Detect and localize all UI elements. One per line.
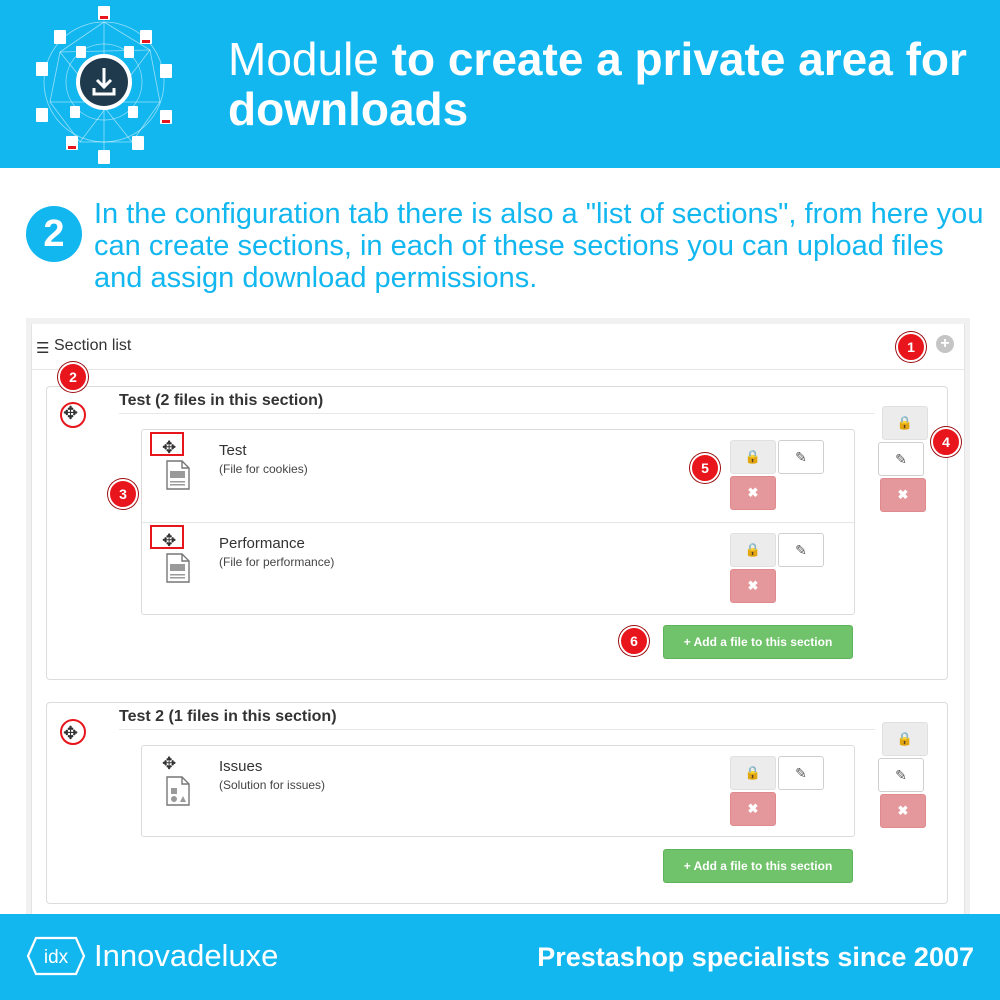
section-lock-button[interactable]: 🔒 bbox=[882, 406, 928, 440]
footer-banner bbox=[0, 914, 1000, 1000]
highlight-box bbox=[150, 525, 184, 549]
file-lock-button[interactable]: 🔒 bbox=[730, 533, 776, 567]
file-move-handle[interactable]: ✥ bbox=[162, 754, 177, 773]
add-file-label: Add a file to this section bbox=[693, 859, 833, 873]
plus-icon: + bbox=[683, 859, 691, 873]
annotation-marker-3: 3 bbox=[108, 479, 138, 509]
file-edit-button[interactable]: ✎ bbox=[778, 440, 824, 474]
header-title-bold: to create a private area for downloads bbox=[228, 33, 967, 135]
highlight-ring bbox=[60, 719, 86, 745]
file-lock-button[interactable]: 🔒 bbox=[730, 756, 776, 790]
files-list bbox=[141, 745, 855, 837]
innovadeluxe-logo-mark bbox=[26, 936, 86, 976]
file-row bbox=[142, 430, 854, 522]
footer-tagline: Prestashop specialists since 2007 bbox=[537, 942, 974, 972]
panel-body bbox=[31, 324, 965, 924]
panel-header bbox=[32, 324, 964, 370]
annotation-marker-5: 5 bbox=[690, 453, 720, 483]
highlight-box bbox=[150, 432, 184, 456]
section-title: Test 2 (1 files in this section) bbox=[119, 708, 337, 725]
header-banner bbox=[0, 0, 1000, 168]
section-lock-button[interactable]: 🔒 bbox=[882, 722, 928, 756]
file-name: Issues bbox=[219, 758, 263, 775]
file-name: Performance bbox=[219, 535, 305, 552]
section-delete-button[interactable]: ✖ bbox=[880, 478, 926, 512]
file-delete-button[interactable]: ✖ bbox=[730, 792, 776, 826]
annotation-marker-6: 6 bbox=[619, 626, 649, 656]
add-file-label: Add a file to this section bbox=[693, 635, 833, 649]
panel-title: Section list bbox=[54, 337, 132, 354]
file-delete-button[interactable]: ✖ bbox=[730, 569, 776, 603]
section-delete-button[interactable]: ✖ bbox=[880, 794, 926, 828]
header-title bbox=[228, 34, 988, 134]
file-lock-button[interactable]: 🔒 bbox=[730, 440, 776, 474]
files-list bbox=[141, 429, 855, 615]
section-edit-button[interactable]: ✎ bbox=[878, 758, 924, 792]
add-file-button[interactable] bbox=[663, 849, 853, 883]
annotation-marker-4: 4 bbox=[931, 427, 961, 457]
add-file-button[interactable] bbox=[663, 625, 853, 659]
annotation-marker-2: 2 bbox=[58, 362, 88, 392]
section-divider bbox=[119, 729, 875, 730]
section-divider bbox=[119, 413, 875, 414]
step-number-badge: 2 bbox=[26, 206, 82, 262]
document-icon bbox=[166, 460, 190, 490]
footer-brand: Innovadeluxe bbox=[94, 938, 279, 973]
file-description: (File for performance) bbox=[219, 555, 335, 569]
annotation-marker-1: 1 bbox=[896, 332, 926, 362]
step-description: In the configuration tab there is also a "list of sections", from here you can create sections, in each of these sections you can upload files and assign download permissions. bbox=[94, 198, 984, 294]
file-move-handle[interactable]: ✥ bbox=[162, 531, 177, 550]
list-icon: ☰ bbox=[36, 340, 50, 357]
plus-icon: + bbox=[683, 635, 691, 649]
file-edit-button[interactable]: ✎ bbox=[778, 756, 824, 790]
file-edit-button[interactable]: ✎ bbox=[778, 533, 824, 567]
add-section-plus-icon[interactable]: + bbox=[936, 335, 954, 353]
document-icon bbox=[166, 553, 190, 583]
section-title: Test (2 files in this section) bbox=[119, 392, 324, 409]
file-name: Test bbox=[219, 442, 247, 459]
section-edit-button[interactable]: ✎ bbox=[878, 442, 924, 476]
section-list-panel bbox=[26, 318, 970, 918]
file-row bbox=[142, 522, 854, 614]
download-network-logo bbox=[20, 2, 188, 168]
section-move-handle[interactable]: ✥ bbox=[63, 723, 79, 743]
logo-mark-text: idx bbox=[43, 947, 69, 968]
file-description: (Solution for issues) bbox=[219, 778, 326, 792]
file-delete-button[interactable]: ✖ bbox=[730, 476, 776, 510]
section-card-test-2 bbox=[46, 702, 948, 904]
image-file-icon bbox=[166, 776, 190, 806]
file-row bbox=[142, 746, 854, 838]
file-description: (File for cookies) bbox=[219, 462, 308, 476]
header-title-light: Module bbox=[228, 33, 392, 85]
section-move-handle[interactable]: ✥ bbox=[63, 403, 79, 423]
file-move-handle[interactable]: ✥ bbox=[162, 438, 177, 457]
highlight-ring bbox=[60, 402, 86, 428]
